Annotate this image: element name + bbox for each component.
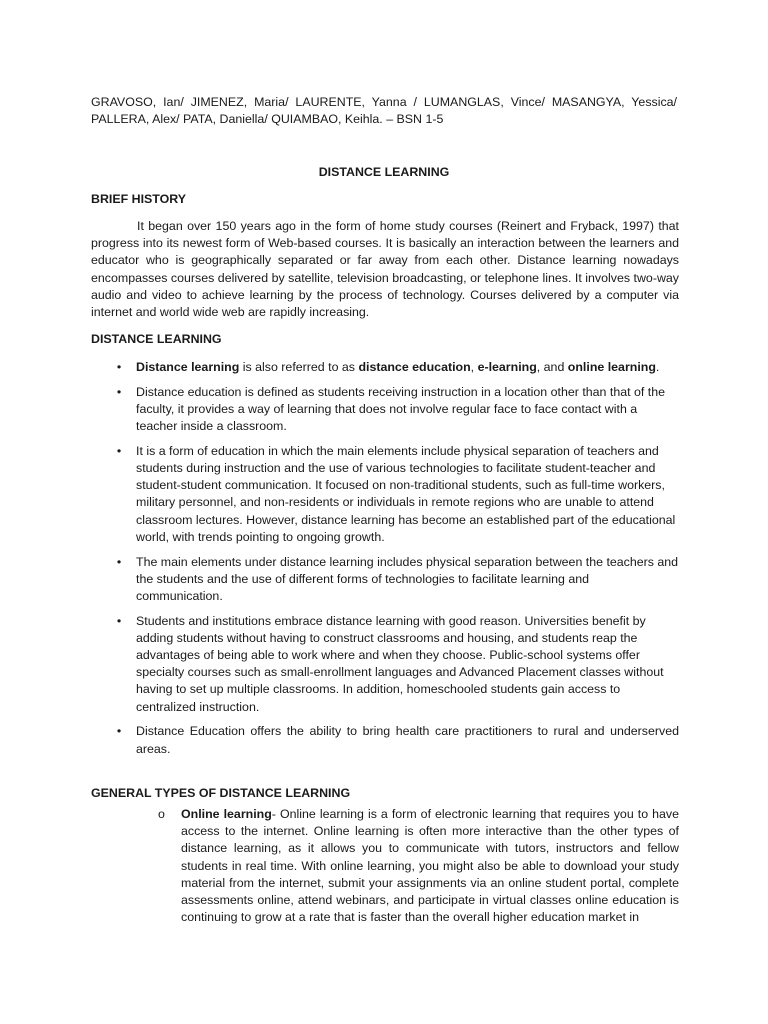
brief-history-text: It began over 150 years ago in the form of home study courses (Reinert and Fryback, 1997) that progress into its newest form of Web-based courses. It is basically an interaction between the learners and educator who is geographically separated or far away from each other. Distance learning nowadays encompasses courses delivered by satellite, television broadcasting, or telephone lines. It involves two-way audio and video to achieve learning by the process of technology. Courses delivered by a computer via internet and world wide web are rapidly increasing. [91,219,679,320]
list-item [91,723,679,757]
list-item [91,359,679,376]
brief-history-heading: BRIEF HISTORY [91,192,187,206]
brief-history-paragraph [91,218,679,321]
bullet-text: Distance education is defined as students receiving instruction in a location other than that of the faculty, it provides a way of learning that does not involve regular face to face contact with a teacher inside a classroom. [136,384,665,434]
general-types-heading: GENERAL TYPES OF DISTANCE LEARNING [91,786,351,800]
bullet-text: Distance Education offers the ability to bring health care practitioners to rural and underserved areas. [136,724,679,756]
bullet-text: Distance learning is also referred to as distance education, e-learning, and online learning. [136,360,660,374]
distance-learning-bullet-list [91,359,679,765]
list-item [158,806,679,926]
bullet-icon: • [116,443,122,458]
bullet-icon: • [116,360,122,374]
bullet-icon: • [116,724,122,739]
type-description: - Online learning is a form of electronic learning that requires you to have access to the internet. Online learning is often more interactive than the other types of distance learning, as it allows you to communicate with tutors, instructors and fellow students in real time. With online learning, you might also be able to download your study material from the internet, submit your assignments via an online student portal, complete assessments online, attend webinars, and participate in virtual classes online education is continuing to grow at a rate that is faster than the overall higher education market in [181,807,679,925]
bullet-text: The main elements under distance learning includes physical separation between the teachers and the students and the use of different forms of technologies to facilitate learning and communication. [136,554,679,603]
general-types-list [158,806,679,926]
bullet-text: It is a form of education in which the main elements include physical separation of teachers and students during instruction and the use of various technologies to facilitate student-teacher and student-student communication. It focused on non-traditional students, such as full-time workers, military personnel, and non-residents or individuals in remote regions who are unable to attend classroom lectures. However, distance learning has become an established part of the educational world, with trends pointing to ongoing growth. [136,443,676,544]
document-title: DISTANCE LEARNING [318,165,450,179]
bullet-text: Students and institutions embrace distance learning with good reason. Universities benefit by adding students without having to construct classrooms and housing, and students reap the advantages of being able to work where and when they choose. Public-school systems offer specialty courses such as small-enrollment languages and Advanced Placement classes without having to set up multiple classrooms. In addition, homeschooled students gain access to centralized instruction. [136,613,664,714]
bullet-icon: • [116,613,122,628]
list-item [91,384,679,436]
list-item [91,443,679,546]
circle-bullet-icon: o [158,807,165,821]
bullet-icon: • [116,554,122,569]
author-list: GRAVOSO, Ian/ JIMENEZ, Maria/ LAURENTE, Yanna / LUMANGLAS, Vince/ MASANGYA, Yessica/ PALLERA, Alex/ PATA, Daniella/ QUIAMBAO, Keihla. – BSN 1-5 [91,95,677,127]
distance-learning-heading: DISTANCE LEARNING [91,332,222,346]
list-item [91,554,679,606]
list-item [91,613,679,716]
bullet-icon: • [116,384,122,399]
type-term: Online learning [181,807,272,821]
